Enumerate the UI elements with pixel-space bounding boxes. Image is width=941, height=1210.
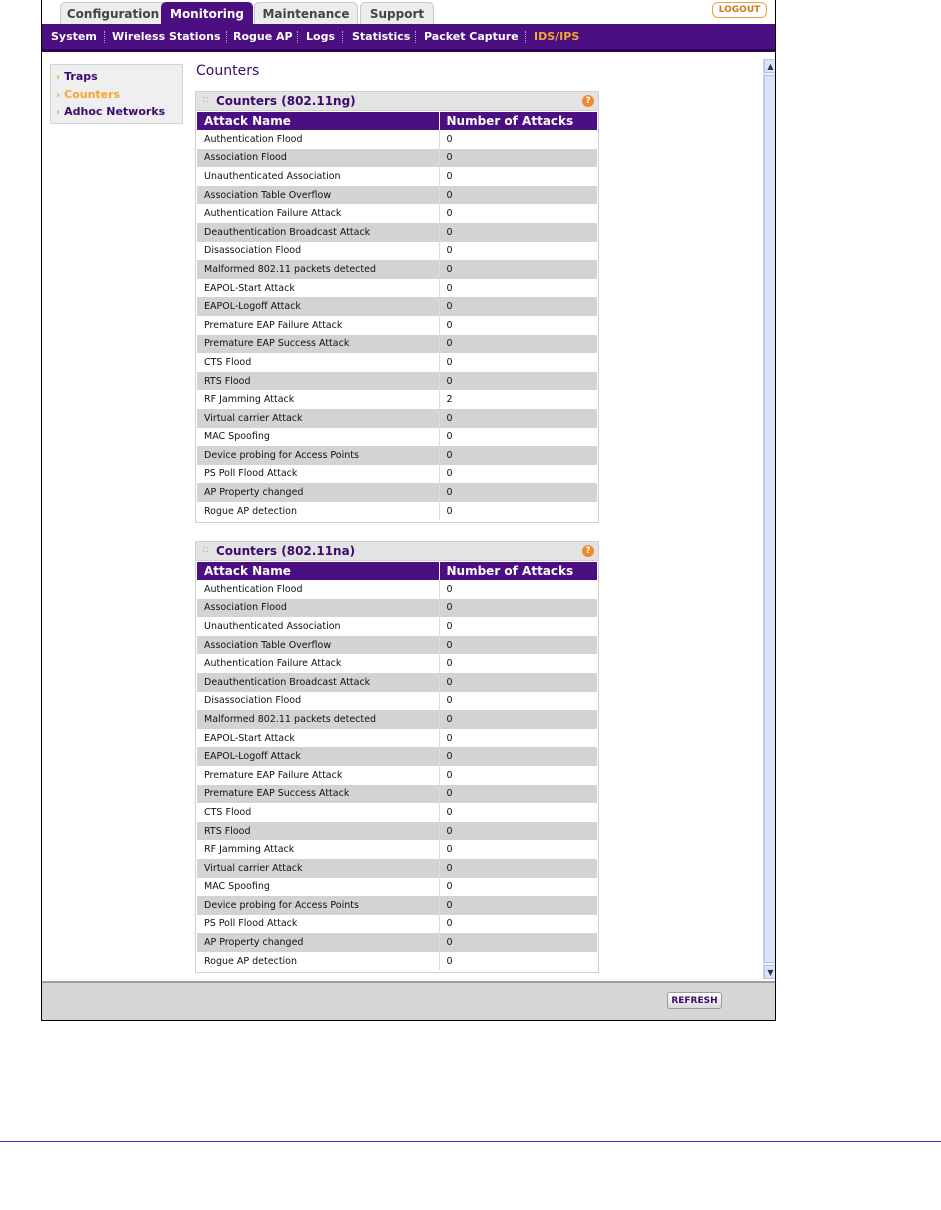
attack-name-cell: AP Property changed	[197, 933, 439, 952]
table-row	[197, 483, 597, 502]
attack-count-cell: 0	[439, 204, 597, 223]
attack-name-cell: Disassociation Flood	[197, 242, 439, 261]
footer-bar	[42, 981, 775, 1021]
attack-count-cell: 0	[439, 859, 597, 878]
tab-configuration[interactable]: Configuration	[60, 2, 166, 24]
attack-count-cell: 0	[439, 167, 597, 186]
attack-name-cell: EAPOL-Logoff Attack	[197, 297, 439, 316]
left-menu-traps[interactable]	[56, 70, 98, 83]
attack-count-cell: 0	[439, 933, 597, 952]
tab-maintenance[interactable]: Maintenance	[254, 2, 358, 24]
attack-count-cell: 0	[439, 279, 597, 298]
divider	[415, 31, 417, 43]
attack-name-cell: Association Flood	[197, 149, 439, 168]
subnav-statistics[interactable]: Statistics	[352, 30, 411, 43]
attack-name-cell: Premature EAP Success Attack	[197, 785, 439, 804]
table-row	[197, 353, 597, 372]
chevron-right-icon: ›	[56, 72, 61, 83]
column-header-attack-name: Attack Name	[197, 562, 439, 580]
attack-count-cell: 2	[439, 390, 597, 409]
subnav-wireless-stations[interactable]: Wireless Stations	[112, 30, 221, 43]
table-row	[197, 617, 597, 636]
table-row	[197, 167, 597, 186]
table-row	[197, 279, 597, 298]
left-menu-counters[interactable]	[56, 88, 120, 101]
attack-name-cell: Association Table Overflow	[197, 636, 439, 655]
attack-count-cell: 0	[439, 428, 597, 447]
vertical-scrollbar[interactable]	[763, 59, 776, 979]
counters-panel-na	[195, 541, 599, 973]
table-row	[197, 297, 597, 316]
attack-name-cell: MAC Spoofing	[197, 878, 439, 897]
attack-name-cell: Association Table Overflow	[197, 186, 439, 205]
table-row	[197, 372, 597, 391]
attack-name-cell: Device probing for Access Points	[197, 446, 439, 465]
attack-name-cell: Deauthentication Broadcast Attack	[197, 673, 439, 692]
table-row	[197, 465, 597, 484]
attack-name-cell: Rogue AP detection	[197, 952, 439, 971]
panel-title: Counters (802.11na)	[216, 544, 356, 558]
scroll-down-icon[interactable]: ▼	[764, 965, 776, 979]
left-menu	[50, 64, 183, 124]
counters-panel-ng	[195, 91, 599, 523]
table-row	[197, 149, 597, 168]
attack-name-cell: AP Property changed	[197, 483, 439, 502]
table-row	[197, 729, 597, 748]
attack-count-cell: 0	[439, 766, 597, 785]
attack-name-cell: Disassociation Flood	[197, 692, 439, 711]
attack-name-cell: Premature EAP Failure Attack	[197, 316, 439, 335]
counters-table	[197, 562, 597, 970]
column-header-number-of-attacks: Number of Attacks	[439, 112, 597, 130]
attack-name-cell: RF Jamming Attack	[197, 840, 439, 859]
table-row	[197, 822, 597, 841]
table-row	[197, 952, 597, 971]
attack-count-cell: 0	[439, 822, 597, 841]
subnav-system[interactable]: System	[51, 30, 97, 43]
table-row	[197, 599, 597, 618]
table-row	[197, 260, 597, 279]
page-title: Counters	[196, 63, 260, 79]
column-header-number-of-attacks: Number of Attacks	[439, 562, 597, 580]
attack-count-cell: 0	[439, 617, 597, 636]
attack-name-cell: Unauthenticated Association	[197, 617, 439, 636]
table-row	[197, 428, 597, 447]
attack-name-cell: CTS Flood	[197, 803, 439, 822]
attack-count-cell: 0	[439, 729, 597, 748]
attack-count-cell: 0	[439, 483, 597, 502]
table-row	[197, 580, 597, 599]
subnav-packet-capture[interactable]: Packet Capture	[424, 30, 519, 43]
attack-name-cell: Virtual carrier Attack	[197, 859, 439, 878]
attack-count-cell: 0	[439, 580, 597, 599]
drag-handle-icon: ::	[202, 544, 209, 555]
attack-name-cell: RTS Flood	[197, 822, 439, 841]
attack-name-cell: RTS Flood	[197, 372, 439, 391]
attack-name-cell: Malformed 802.11 packets detected	[197, 260, 439, 279]
refresh-button[interactable]: REFRESH	[667, 992, 722, 1009]
table-row	[197, 242, 597, 261]
attack-count-cell: 0	[439, 673, 597, 692]
attack-name-cell: RF Jamming Attack	[197, 390, 439, 409]
table-row	[197, 878, 597, 897]
attack-count-cell: 0	[439, 803, 597, 822]
drag-handle-icon: ::	[202, 94, 209, 105]
logout-button[interactable]: LOGOUT	[712, 2, 767, 18]
table-row	[197, 915, 597, 934]
table-row	[197, 859, 597, 878]
table-row	[197, 502, 597, 521]
page-divider	[0, 1141, 941, 1142]
left-menu-label: Traps	[64, 70, 98, 83]
table-row	[197, 130, 597, 149]
divider	[226, 31, 228, 43]
help-icon[interactable]: ?	[582, 95, 594, 107]
panel-header	[196, 542, 598, 561]
attack-name-cell: EAPOL-Start Attack	[197, 279, 439, 298]
left-menu-adhoc-networks[interactable]	[56, 105, 165, 118]
divider	[342, 31, 344, 43]
attack-name-cell: Authentication Failure Attack	[197, 654, 439, 673]
left-menu-label: Counters	[64, 88, 121, 101]
attack-name-cell: Premature EAP Success Attack	[197, 335, 439, 354]
table-row	[197, 654, 597, 673]
divider	[525, 31, 527, 43]
attack-name-cell: MAC Spoofing	[197, 428, 439, 447]
attack-count-cell: 0	[439, 710, 597, 729]
attack-count-cell: 0	[439, 785, 597, 804]
panel-header	[196, 92, 598, 111]
attack-count-cell: 0	[439, 446, 597, 465]
attack-count-cell: 0	[439, 130, 597, 149]
attack-name-cell: Authentication Failure Attack	[197, 204, 439, 223]
attack-count-cell: 0	[439, 747, 597, 766]
subnav-rogue-ap[interactable]: Rogue AP	[233, 30, 293, 43]
table-row	[197, 335, 597, 354]
attack-count-cell: 0	[439, 952, 597, 971]
subnav-ids-ips[interactable]: IDS/IPS	[534, 30, 580, 43]
attack-count-cell: 0	[439, 654, 597, 673]
attack-count-cell: 0	[439, 260, 597, 279]
attack-count-cell: 0	[439, 353, 597, 372]
attack-name-cell: Authentication Flood	[197, 130, 439, 149]
help-icon[interactable]: ?	[582, 545, 594, 557]
table-row	[197, 710, 597, 729]
table-row	[197, 223, 597, 242]
table-row	[197, 204, 597, 223]
table-row	[197, 316, 597, 335]
table-row	[197, 840, 597, 859]
table-row	[197, 409, 597, 428]
attack-name-cell: Device probing for Access Points	[197, 896, 439, 915]
attack-count-cell: 0	[439, 465, 597, 484]
attack-count-cell: 0	[439, 692, 597, 711]
attack-name-cell: PS Poll Flood Attack	[197, 465, 439, 484]
attack-name-cell: CTS Flood	[197, 353, 439, 372]
table-row	[197, 785, 597, 804]
attack-count-cell: 0	[439, 896, 597, 915]
scrollbar-thumb[interactable]	[764, 75, 776, 963]
attack-count-cell: 0	[439, 335, 597, 354]
attack-count-cell: 0	[439, 186, 597, 205]
attack-name-cell: Premature EAP Failure Attack	[197, 766, 439, 785]
attack-count-cell: 0	[439, 636, 597, 655]
chevron-right-icon: ›	[56, 90, 61, 101]
table-row	[197, 692, 597, 711]
subnav-logs[interactable]: Logs	[306, 30, 335, 43]
attack-name-cell: Association Flood	[197, 599, 439, 618]
attack-count-cell: 0	[439, 840, 597, 859]
attack-count-cell: 0	[439, 409, 597, 428]
table-row	[197, 446, 597, 465]
attack-count-cell: 0	[439, 502, 597, 521]
attack-count-cell: 0	[439, 372, 597, 391]
attack-count-cell: 0	[439, 242, 597, 261]
attack-count-cell: 0	[439, 316, 597, 335]
table-row	[197, 186, 597, 205]
attack-count-cell: 0	[439, 878, 597, 897]
attack-name-cell: Malformed 802.11 packets detected	[197, 710, 439, 729]
main-tab-bar	[42, 0, 775, 24]
attack-name-cell: Rogue AP detection	[197, 502, 439, 521]
attack-name-cell: Authentication Flood	[197, 580, 439, 599]
attack-name-cell: EAPOL-Logoff Attack	[197, 747, 439, 766]
table-row	[197, 933, 597, 952]
panel-title: Counters (802.11ng)	[216, 94, 356, 108]
attack-count-cell: 0	[439, 599, 597, 618]
table-row	[197, 766, 597, 785]
table-row	[197, 747, 597, 766]
attack-count-cell: 0	[439, 915, 597, 934]
chevron-right-icon: ›	[56, 107, 61, 118]
attack-count-cell: 0	[439, 149, 597, 168]
table-row	[197, 390, 597, 409]
divider	[297, 31, 299, 43]
attack-name-cell: Virtual carrier Attack	[197, 409, 439, 428]
attack-name-cell: EAPOL-Start Attack	[197, 729, 439, 748]
table-row	[197, 636, 597, 655]
tab-monitoring[interactable]: Monitoring	[161, 2, 253, 24]
attack-count-cell: 0	[439, 223, 597, 242]
divider	[104, 31, 106, 43]
scroll-up-icon[interactable]: ▲	[764, 59, 776, 73]
left-menu-label: Adhoc Networks	[64, 105, 166, 118]
sub-navigation	[42, 24, 775, 52]
table-row	[197, 896, 597, 915]
tab-support[interactable]: Support	[360, 2, 434, 24]
counters-table	[197, 112, 597, 520]
attack-name-cell: Unauthenticated Association	[197, 167, 439, 186]
app-window	[41, 0, 776, 1021]
table-row	[197, 803, 597, 822]
attack-name-cell: PS Poll Flood Attack	[197, 915, 439, 934]
table-row	[197, 673, 597, 692]
attack-count-cell: 0	[439, 297, 597, 316]
attack-name-cell: Deauthentication Broadcast Attack	[197, 223, 439, 242]
column-header-attack-name: Attack Name	[197, 112, 439, 130]
